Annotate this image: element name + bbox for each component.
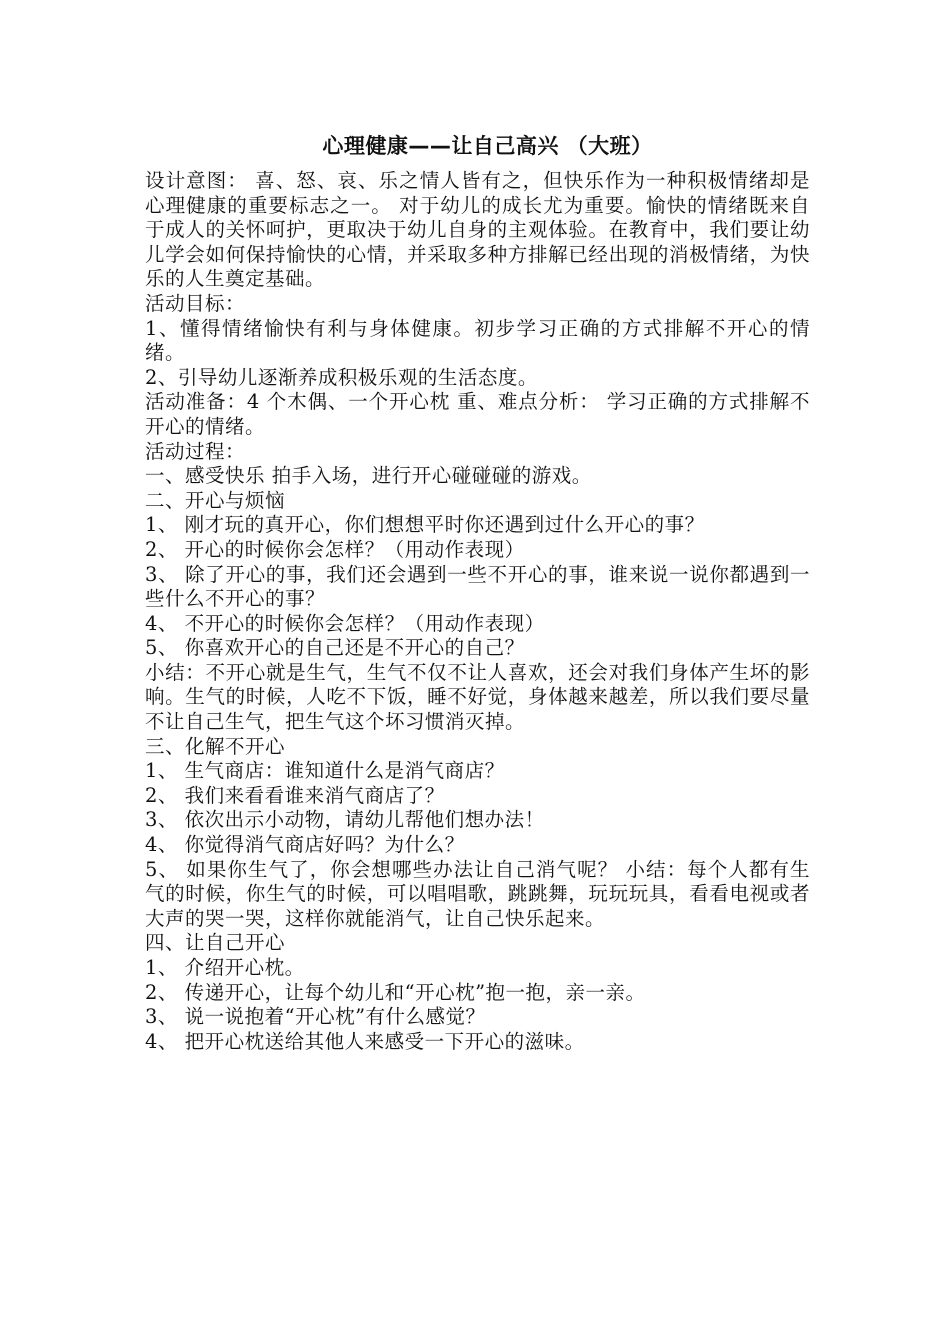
paragraph-goal-1: 1、懂得情绪愉快有利与身体健康。初步学习正确的方式排解不开心的情绪。 bbox=[145, 316, 810, 365]
document-body bbox=[145, 133, 810, 1054]
paragraph-section-2: 二、开心与烦恼 bbox=[145, 488, 286, 512]
paragraph-process-heading: 活动过程： bbox=[145, 439, 246, 463]
list-item: 3、 说一说抱着“开心枕”有什么感觉？ bbox=[145, 1005, 486, 1029]
list-item: 5、 如果你生气了，你会想哪些办法让自己消气呢？ 小结：每个人都有生气的时候，你生气的时候，可以唱唱歌，跳跳舞，玩玩玩具，看看电视或者大声的哭一哭，这样你就能消气，让自己快乐起来。 bbox=[145, 857, 810, 930]
paragraph-section-4: 四、让自己开心 bbox=[145, 931, 286, 955]
paragraph-goals-heading: 活动目标： bbox=[145, 291, 246, 315]
list-item: 4、 不开心的时候你会怎样？（用动作表现） bbox=[145, 611, 545, 635]
list-item: 2、 传递开心，让每个幼儿和“开心枕”抱一抱，亲一亲。 bbox=[145, 980, 646, 1004]
list-item: 5、 你喜欢开心的自己还是不开心的自己？ bbox=[145, 636, 525, 660]
list-item: 2、 开心的时候你会怎样？（用动作表现） bbox=[145, 537, 525, 561]
paragraph-section-3: 三、化解不开心 bbox=[145, 734, 286, 758]
paragraph-design-intent: 设计意图： 喜、怒、哀、乐之情人皆有之，但快乐作为一种积极情绪却是心理健康的重要标志之一。 对于幼儿的成长尤为重要。愉快的情绪既来自于成人的关怀呵护，更取决于幼儿自身的主观体验。在教育中，我们要让幼儿学会如何保持愉快的心情，并采取多种方排解已经出现的消极情绪，为快乐的人生奠定基础。 bbox=[145, 169, 810, 291]
paragraph-section-1: 一、感受快乐 拍手入场，进行开心碰碰碰的游戏。 bbox=[145, 464, 592, 488]
paragraph-preparation: 活动准备：4 个木偶、一个开心枕 重、难点分析： 学习正确的方式排解不开心的情绪。 bbox=[145, 390, 810, 438]
paragraph-list bbox=[145, 169, 810, 1054]
list-item: 2、 我们来看看谁来消气商店了？ bbox=[145, 783, 445, 807]
list-item: 4、 你觉得消气商店好吗？为什么？ bbox=[145, 833, 465, 857]
list-item: 1、 介绍开心枕。 bbox=[145, 956, 305, 979]
list-item: 3、 依次出示小动物，请幼儿帮他们想办法！ bbox=[145, 808, 545, 832]
paragraph-summary: 小结：不开心就是生气，生气不仅不让人喜欢，还会对我们身体产生坏的影响。生气的时候，人吃不下饭，睡不好觉，身体越来越差，所以我们要尽量不让自己生气，把生气这个坏习惯消灭掉。 bbox=[145, 660, 810, 734]
list-item: 3、 除了开心的事，我们还会遇到一些不开心的事，谁来说一说你都遇到一些什么不开心的事？ bbox=[145, 562, 810, 611]
list-item: 1、 刚才玩的真开心，你们想想平时你还遇到过什么开心的事？ bbox=[145, 513, 705, 537]
list-item: 1、 生气商店：谁知道什么是消气商店？ bbox=[145, 759, 505, 783]
list-item: 4、 把开心枕送给其他人来感受一下开心的滋味。 bbox=[145, 1029, 585, 1053]
document-title: 心理健康——让自己高兴 （大班） bbox=[322, 134, 653, 158]
paragraph-goal-2: 2、引导幼儿逐渐养成积极乐观的生活态度。 bbox=[145, 365, 538, 389]
